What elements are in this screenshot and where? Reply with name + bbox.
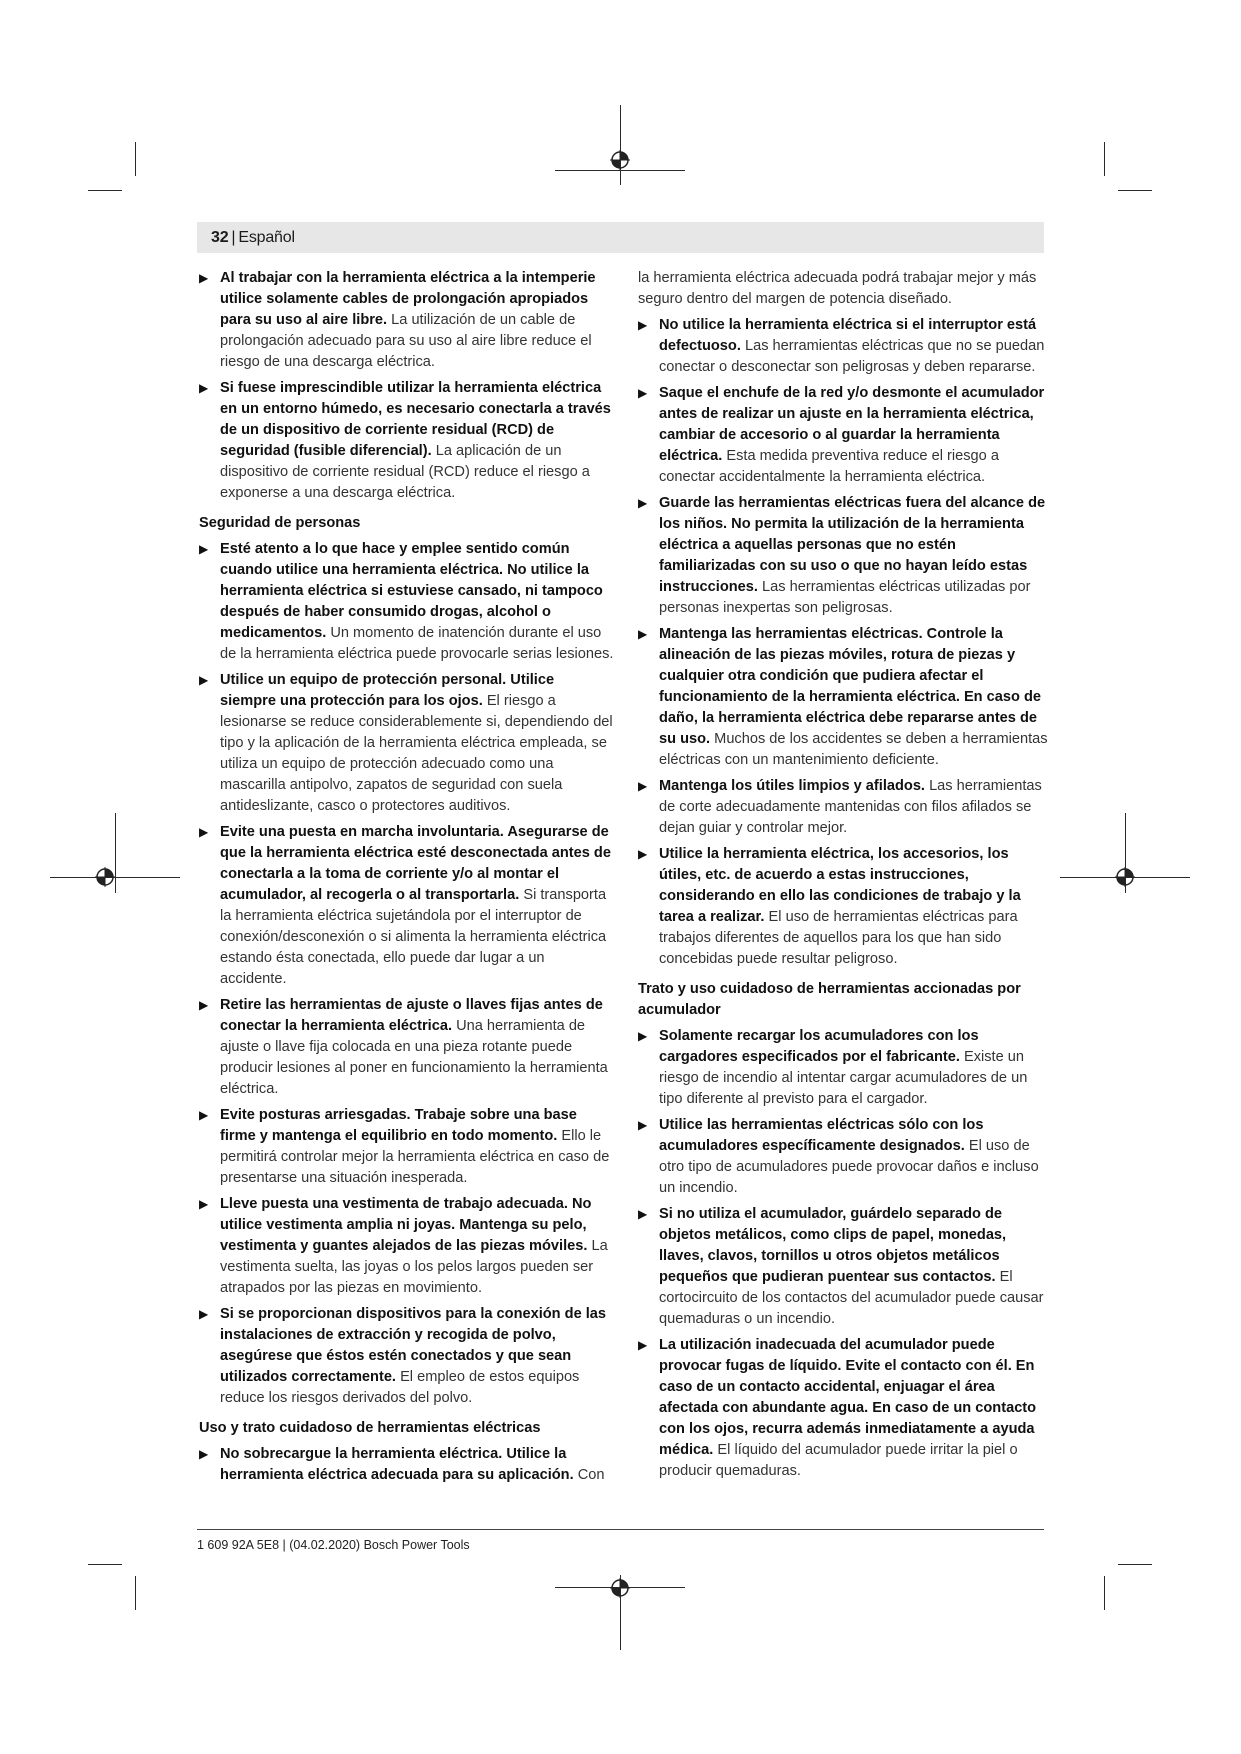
- crop-mark: [1118, 1564, 1152, 1565]
- item-bold-text: Mantenga los útiles limpios y afilados.: [659, 778, 925, 794]
- registration-line: [555, 170, 685, 171]
- list-item: [199, 1194, 614, 1299]
- bullet-triangle-icon: ▶: [199, 271, 209, 285]
- section-heading: Seguridad de personas: [199, 515, 361, 531]
- list-item: [199, 670, 614, 817]
- bullet-triangle-icon: ▶: [638, 1118, 648, 1132]
- list-item: [199, 1304, 614, 1409]
- crop-mark: [88, 1564, 122, 1565]
- crop-mark: [88, 190, 122, 191]
- bullet-triangle-icon: ▶: [638, 779, 648, 793]
- registration-line: [620, 105, 621, 185]
- header-separator: |: [231, 228, 236, 246]
- item-bold-text: Si se proporcionan dispositivos para la conexión de las instalaciones de extracción y recogida de polvo, asegúrese que éstos estén conectados y que sean utilizados correctamente.: [220, 1306, 607, 1385]
- crop-mark: [1104, 1576, 1105, 1610]
- item-text: Muchos de los accidentes se deben a herramientas eléctricas con un mantenimiento deficiente.: [659, 731, 1048, 768]
- item-text: Si transporta la herramienta eléctrica sujetándola por el interruptor de conexión/desconexión o si alimenta la herramienta eléctrica estando ésta conectada, ello puede dar lugar a un accidente.: [220, 887, 607, 987]
- list-item: [199, 1444, 614, 1486]
- item-text: Con: [577, 1467, 605, 1483]
- registration-mark-icon: [95, 867, 115, 887]
- item-text: El riesgo a lesionarse se reduce considerablemente si, dependiendo del tipo y la aplicación de la herramienta eléctrica empleada, se utiliza un equipo de protección adecuado como una mascarilla antipolvo, zapatos de seguridad con suela antideslizante, casco o protectores auditivos.: [220, 693, 613, 814]
- section-heading: Uso y trato cuidadoso de herramientas eléctricas: [199, 1420, 541, 1436]
- item-text: El líquido del acumulador puede irritar la piel o producir quemaduras.: [659, 1442, 1018, 1479]
- list-item: [638, 383, 1050, 488]
- list-item: [199, 268, 614, 373]
- list-item: [199, 539, 614, 665]
- item-text: El uso de herramientas eléctricas para trabajos diferentes de aquellos para los que han sido concebidas puede resultar peligroso.: [659, 909, 1018, 967]
- registration-line: [115, 813, 116, 893]
- item-text: Esta medida preventiva reduce el riesgo a conectar accidentalmente la herramienta eléctrica.: [659, 448, 999, 485]
- bullet-triangle-icon: ▶: [638, 1338, 648, 1352]
- item-bold-text: Guarde las herramientas eléctricas fuera del alcance de los niños. No permita la utilización de la herramienta eléctrica a aquellas personas que no estén familiarizadas con su uso o que no hayan leído estas instrucciones.: [659, 495, 1046, 595]
- list-item: [638, 1026, 1050, 1110]
- bullet-triangle-icon: ▶: [199, 673, 209, 687]
- item-text: La aplicación de un dispositivo de corriente residual (RCD) reduce el riesgo a exponerse a una descarga eléctrica.: [220, 443, 590, 501]
- list-item: [638, 315, 1050, 378]
- list-item: [638, 844, 1050, 970]
- page-header: [197, 222, 1044, 253]
- list-item: [638, 776, 1050, 839]
- item-text: Existe un riesgo de incendio al intentar cargar acumuladores de un tipo diferente al previsto para el cargador.: [659, 1049, 1028, 1107]
- crop-mark: [1104, 142, 1105, 176]
- list-item: [638, 624, 1050, 771]
- page-footer: 1 609 92A 5E8 | (04.02.2020) Bosch Power Tools: [197, 1538, 470, 1552]
- bullet-triangle-icon: ▶: [638, 386, 648, 400]
- right-column: [638, 268, 1050, 1487]
- list-item: [199, 1105, 614, 1189]
- item-bold-text: Lleve puesta una vestimenta de trabajo adecuada. No utilice vestimenta amplia ni joyas. Mantenga su pelo, vestimenta y guantes alejados de las piezas móviles.: [220, 1196, 592, 1254]
- bullet-triangle-icon: ▶: [638, 496, 648, 510]
- bullet-triangle-icon: ▶: [638, 1207, 648, 1221]
- list-item: [638, 493, 1050, 619]
- list-item: [638, 1335, 1050, 1482]
- bullet-triangle-icon: ▶: [199, 1197, 209, 1211]
- bullet-triangle-icon: ▶: [199, 381, 209, 395]
- crop-mark: [135, 142, 136, 176]
- registration-line: [50, 877, 180, 878]
- item-bold-text: Retire las herramientas de ajuste o llaves fijas antes de conectar la herramienta eléctrica.: [220, 997, 603, 1034]
- item-bold-text: Mantenga las herramientas eléctricas. Controle la alineación de las piezas móviles, rotura de piezas y cualquier otra condición que pudiera afectar el funcionamiento de la herramienta eléctrica. En caso de daño, la herramienta eléctrica debe repararse antes de su uso.: [659, 626, 1041, 747]
- section-heading: Trato y uso cuidadoso de herramientas accionadas por acumulador: [638, 981, 1021, 1018]
- bullet-triangle-icon: ▶: [199, 1447, 209, 1461]
- registration-mark-icon: [610, 150, 630, 170]
- item-text: El uso de otro tipo de acumuladores puede provocar daños e incluso un incendio.: [659, 1138, 1039, 1196]
- item-bold-text: Si fuese imprescindible utilizar la herramienta eléctrica en un entorno húmedo, es necesario conectarla a través de un dispositivo de corriente residual (RCD) de seguridad (fusible diferencial).: [220, 380, 611, 459]
- list-item: [199, 378, 614, 504]
- left-column: [199, 268, 614, 1491]
- bullet-triangle-icon: ▶: [638, 627, 648, 641]
- bullet-triangle-icon: ▶: [199, 825, 209, 839]
- item-bold-text: Evite una puesta en marcha involuntaria. Asegurarse de que la herramienta eléctrica esté desconectada antes de conectarla a la toma de corriente y/o al montar el acumulador, al recogerla o al transportarla.: [220, 824, 611, 903]
- item-bold-text: Solamente recargar los acumuladores con los cargadores especificados por el fabricante.: [659, 1028, 979, 1065]
- item-bold-text: Utilice la herramienta eléctrica, los accesorios, los útiles, etc. de acuerdo a estas instrucciones, considerando en ello las condiciones de trabajo y la tarea a realizar.: [659, 846, 1021, 925]
- crop-mark: [135, 1576, 136, 1610]
- footer-rule: [197, 1529, 1044, 1530]
- item-bold-text: Esté atento a lo que hace y emplee sentido común cuando utilice una herramienta eléctrica. No utilice la herramienta eléctrica si estuviese cansado, ni tampoco después de haber consumido drogas, alcohol o medicamentos.: [220, 541, 603, 641]
- list-item: [199, 995, 614, 1100]
- item-text: La vestimenta suelta, las joyas o los pelos largos pueden ser atrapados por las piezas en movimiento.: [220, 1238, 608, 1296]
- item-text: Ello le permitirá controlar mejor la herramienta eléctrica en caso de presentarse una situación inesperada.: [220, 1128, 610, 1186]
- item-bold-text: Si no utiliza el acumulador, guárdelo separado de objetos metálicos, como clips de papel, monedas, llaves, clavos, tornillos u otros objetos metálicos pequeños que pudieran puentear sus contactos.: [659, 1206, 1007, 1285]
- list-item: [199, 822, 614, 990]
- bullet-triangle-icon: ▶: [199, 1108, 209, 1122]
- page-number: 32: [211, 228, 229, 246]
- bullet-triangle-icon: ▶: [638, 1029, 648, 1043]
- bullet-triangle-icon: ▶: [638, 318, 648, 332]
- bullet-triangle-icon: ▶: [199, 542, 209, 556]
- item-text: Una herramienta de ajuste o llave fija colocada en una pieza rotante puede producir lesiones al poner en funcionamiento la herramienta eléctrica.: [220, 1018, 608, 1097]
- item-bold-text: No sobrecargue la herramienta eléctrica. Utilice la herramienta eléctrica adecuada para su aplicación.: [220, 1446, 574, 1483]
- section-title: Español: [238, 228, 295, 246]
- continued-paragraph: la herramienta eléctrica adecuada podrá trabajar mejor y más seguro dentro del margen de potencia diseñado.: [638, 270, 1037, 307]
- item-text: Un momento de inatención durante el uso de la herramienta eléctrica puede provocarle serias lesiones.: [220, 625, 614, 662]
- crop-mark: [1118, 190, 1152, 191]
- bullet-triangle-icon: ▶: [638, 847, 648, 861]
- item-text: El empleo de estos equipos reduce los riesgos derivados del polvo.: [220, 1369, 580, 1406]
- item-bold-text: Utilice un equipo de protección personal. Utilice siempre una protección para los ojos.: [220, 672, 555, 709]
- bullet-triangle-icon: ▶: [199, 998, 209, 1012]
- list-item: [638, 1204, 1050, 1330]
- item-bold-text: Al trabajar con la herramienta eléctrica a la intemperie utilice solamente cables de prolongación apropiados para su uso al aire libre.: [220, 270, 596, 328]
- item-bold-text: Utilice las herramientas eléctricas sólo con los acumuladores específicamente designados.: [659, 1117, 984, 1154]
- bullet-triangle-icon: ▶: [199, 1307, 209, 1321]
- item-text: La utilización de un cable de prolongación adecuado para su uso al aire libre reduce el riesgo de una descarga eléctrica.: [220, 312, 592, 370]
- registration-mark-icon: [610, 1578, 630, 1598]
- item-bold-text: Evite posturas arriesgadas. Trabaje sobre una base firme y mantenga el equilibrio en todo momento.: [220, 1107, 577, 1144]
- item-bold-text: La utilización inadecuada del acumulador puede provocar fugas de líquido. Evite el contacto con él. En caso de un contacto accidental, enjuagar el área afectada con abundante agua. En caso de un contacto con los ojos, recurra además inmediatamente a ayuda médica.: [659, 1337, 1037, 1458]
- item-bold-text: No utilice la herramienta eléctrica si el interruptor está defectuoso.: [659, 317, 1037, 354]
- item-text: El cortocircuito de los contactos del acumulador puede causar quemaduras o un incendio.: [659, 1269, 1044, 1327]
- item-bold-text: Saque el enchufe de la red y/o desmonte el acumulador antes de realizar un ajuste en la herramienta eléctrica, cambiar de accesorio o al guardar la herramienta eléctrica.: [659, 385, 1045, 464]
- item-text: Las herramientas eléctricas que no se puedan conectar o desconectar son peligrosas y deben repararse.: [659, 338, 1045, 375]
- list-item: [638, 1115, 1050, 1199]
- item-text: Las herramientas de corte adecuadamente mantenidas con filos afilados se dejan guiar y controlar mejor.: [659, 778, 1042, 836]
- registration-mark-icon: [1115, 867, 1135, 887]
- item-text: Las herramientas eléctricas utilizadas por personas inexpertas son peligrosas.: [659, 579, 1031, 616]
